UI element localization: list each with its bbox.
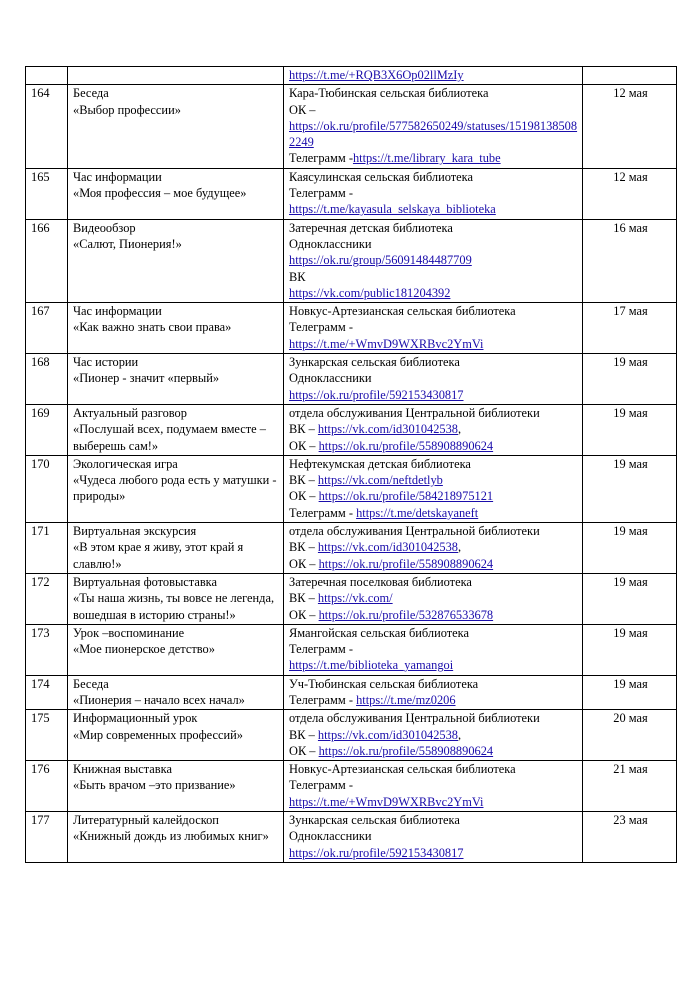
event-title: «Салют, Пионерия!»	[73, 236, 182, 251]
row-number: 175	[26, 710, 68, 761]
event-cell	[68, 404, 284, 455]
venue-text: Одноклассники	[289, 236, 372, 251]
event-date	[583, 67, 677, 85]
venue-text: отдела обслуживания Центральной библиотеки	[289, 711, 540, 726]
row-number: 168	[26, 354, 68, 405]
table-row	[26, 67, 677, 85]
venue-line	[289, 488, 579, 504]
venue-text: Ямангойская сельская библиотека	[289, 625, 470, 640]
venue-text: ОК –	[289, 102, 316, 117]
venue-line	[289, 761, 579, 777]
event-cell	[68, 455, 284, 522]
venue-text: отдела обслуживания Центральной библиотеки	[289, 405, 540, 420]
venue-text: Телеграмм -	[289, 692, 357, 707]
venue-line	[289, 845, 579, 861]
venue-cell	[284, 67, 583, 85]
venue-cell	[284, 523, 583, 574]
venue-text: ВК –	[289, 591, 318, 606]
venue-link[interactable]: https://ok.ru/profile/584218975121	[318, 489, 494, 504]
venue-cell	[284, 168, 583, 219]
table-row	[26, 624, 677, 675]
venue-cell	[284, 219, 583, 302]
table-row	[26, 404, 677, 455]
venue-text: Телеграмм -	[289, 186, 353, 201]
venue-line	[289, 303, 579, 319]
event-cell	[68, 675, 284, 710]
venue-line	[289, 236, 579, 252]
table-row	[26, 710, 677, 761]
event-date: 19 мая	[583, 675, 677, 710]
venue-text: отдела обслуживания Центральной библиотеки	[289, 524, 540, 539]
venue-link-suffix: ,	[458, 540, 462, 555]
venue-link[interactable]: https://t.me/+WmvD9WXRBvc2YmVi	[289, 336, 484, 351]
venue-cell	[284, 85, 583, 168]
venue-line	[289, 118, 579, 151]
venue-link[interactable]: https://ok.ru/profile/592153430817	[289, 387, 464, 402]
venue-link-suffix: ,	[458, 422, 462, 437]
venue-text: Новкус-Артезианская сельская библиотека	[289, 304, 516, 319]
venue-line	[289, 539, 579, 555]
venue-text: ОК –	[289, 489, 319, 504]
event-date: 21 мая	[583, 761, 677, 812]
row-number: 171	[26, 523, 68, 574]
venue-cell	[284, 675, 583, 710]
venue-text: Одноклассники	[289, 371, 372, 386]
event-title: «Ты наша жизнь, ты вовсе не легенда, вошедшая в историю страны!»	[73, 591, 275, 622]
venue-text: Телеграмм -	[289, 151, 353, 166]
event-title: «Чудеса любого рода есть у матушки - природы»	[73, 473, 277, 504]
venue-link[interactable]: https://t.me/library_kara_tube	[352, 151, 501, 166]
event-date: 16 мая	[583, 219, 677, 302]
event-date: 19 мая	[583, 523, 677, 574]
row-number: 170	[26, 455, 68, 522]
venue-line	[289, 421, 579, 437]
event-type: Литературный калейдоскоп	[73, 813, 219, 828]
event-title: «Как важно знать свои права»	[73, 320, 232, 335]
venue-text: Кара-Тюбинская сельская библиотека	[289, 86, 489, 101]
venue-link[interactable]: https://vk.com/id301042538	[317, 422, 459, 437]
event-date: 20 мая	[583, 710, 677, 761]
venue-line	[289, 438, 579, 454]
venue-line	[289, 456, 579, 472]
event-type: Час информации	[73, 304, 162, 319]
event-type: Час истории	[73, 355, 139, 370]
event-cell	[68, 812, 284, 863]
table-row	[26, 812, 677, 863]
event-cell	[68, 303, 284, 354]
venue-text: Каясулинская сельская библиотека	[289, 169, 473, 184]
table-row	[26, 219, 677, 302]
venue-text: Затеречная детская библиотека	[289, 220, 453, 235]
venue-text: ВК	[289, 269, 306, 284]
venue-line	[289, 185, 579, 201]
row-number: 165	[26, 168, 68, 219]
venue-link-suffix: ,	[458, 727, 462, 742]
table-row	[26, 761, 677, 812]
venue-line	[289, 285, 579, 301]
row-number: 176	[26, 761, 68, 812]
venue-text: ВК –	[289, 540, 318, 555]
venue-line	[289, 794, 579, 810]
event-type: Беседа	[73, 86, 109, 101]
venue-line	[289, 710, 579, 726]
venue-link[interactable]: https://t.me/biblioteka_yamangoi	[289, 658, 454, 673]
venue-line	[289, 85, 579, 101]
venue-link[interactable]: https://vk.com/id301042538	[317, 540, 459, 555]
venue-text: ОК –	[289, 607, 319, 622]
event-date: 19 мая	[583, 354, 677, 405]
venue-link[interactable]: https://vk.com/	[317, 591, 393, 606]
table-row	[26, 85, 677, 168]
row-number: 169	[26, 404, 68, 455]
venue-link[interactable]: https://ok.ru/profile/558908890624	[318, 556, 494, 571]
venue-line	[289, 777, 579, 793]
events-table	[25, 66, 677, 863]
event-cell	[68, 85, 284, 168]
row-number: 174	[26, 675, 68, 710]
venue-line	[289, 201, 579, 217]
event-type: Информационный урок	[73, 711, 198, 726]
venue-line	[289, 812, 579, 828]
venue-text: Одноклассники	[289, 829, 372, 844]
venue-line	[289, 102, 579, 118]
event-date: 19 мая	[583, 404, 677, 455]
venue-cell	[284, 303, 583, 354]
event-cell	[68, 168, 284, 219]
venue-line	[289, 169, 579, 185]
venue-cell	[284, 354, 583, 405]
venue-cell	[284, 624, 583, 675]
row-number: 172	[26, 573, 68, 624]
venue-link[interactable]: https://ok.ru/profile/558908890624	[318, 438, 494, 453]
venue-line	[289, 607, 579, 623]
event-type: Виртуальная экскурсия	[73, 524, 197, 539]
venue-line	[289, 354, 579, 370]
event-type: Актуальный разговор	[73, 405, 187, 420]
venue-cell	[284, 404, 583, 455]
venue-line	[289, 336, 579, 352]
table-row	[26, 523, 677, 574]
venue-text: ОК –	[289, 556, 319, 571]
venue-link[interactable]: https://t.me/+RQB3X6Op02llMzIy	[289, 68, 464, 82]
event-cell	[68, 523, 284, 574]
venue-text: ОК –	[289, 743, 319, 758]
venue-line	[289, 220, 579, 236]
venue-link[interactable]: https://t.me/mz0206	[356, 692, 456, 707]
table-row	[26, 354, 677, 405]
venue-text: Телеграмм -	[289, 778, 353, 793]
event-date: 19 мая	[583, 455, 677, 522]
event-date: 23 мая	[583, 812, 677, 863]
venue-line	[289, 692, 579, 708]
event-date: 12 мая	[583, 168, 677, 219]
venue-line	[289, 590, 579, 606]
event-cell	[68, 761, 284, 812]
table-row	[26, 675, 677, 710]
venue-link[interactable]: https://ok.ru/profile/577582650249/statuses/151981385082249	[289, 118, 578, 150]
event-type: Беседа	[73, 676, 109, 691]
venue-line	[289, 828, 579, 844]
event-type: Книжная выставка	[73, 762, 172, 777]
event-cell	[68, 67, 284, 85]
venue-link[interactable]: https://ok.ru/profile/558908890624	[318, 743, 494, 758]
event-cell	[68, 219, 284, 302]
event-type: Урок –воспоминание	[73, 625, 185, 640]
venue-text: Телеграмм -	[289, 320, 353, 335]
venue-link[interactable]: https://ok.ru/profile/592153430817	[289, 845, 464, 860]
row-number	[26, 67, 68, 85]
venue-line	[289, 67, 579, 83]
event-title: «Моя профессия – мое будущее»	[73, 186, 247, 201]
venue-line	[289, 625, 579, 641]
venue-line	[289, 370, 579, 386]
venue-link[interactable]: https://t.me/detskayaneft	[356, 505, 479, 520]
event-type: Виртуальная фотовыставка	[73, 574, 218, 589]
venue-link[interactable]: https://t.me/kayasula_selskaya_biblioteka	[289, 202, 496, 217]
event-title: «В этом крае я живу, этот край я славлю!»	[73, 540, 244, 571]
venue-line	[289, 523, 579, 539]
venue-line	[289, 472, 579, 488]
event-type: Видеообзор	[73, 220, 136, 235]
event-title: «Пионер - значит «первый»	[73, 371, 220, 386]
venue-text: ВК –	[289, 422, 318, 437]
venue-line	[289, 405, 579, 421]
venue-text: Зункарская сельская библиотека	[289, 355, 460, 370]
row-number: 173	[26, 624, 68, 675]
venue-line	[289, 676, 579, 692]
venue-text: Затеречная поселковая библиотека	[289, 574, 472, 589]
venue-line	[289, 574, 579, 590]
event-type: Час информации	[73, 169, 162, 184]
table-row	[26, 168, 677, 219]
venue-text: Телеграмм -	[289, 642, 353, 657]
venue-link[interactable]: https://ok.ru/profile/532876533678	[318, 607, 494, 622]
venue-line	[289, 252, 579, 268]
event-title: «Пионерия – начало всех начал»	[73, 692, 245, 707]
venue-cell	[284, 710, 583, 761]
row-number: 177	[26, 812, 68, 863]
venue-link[interactable]: https://t.me/+WmvD9WXRBvc2YmVi	[289, 794, 484, 809]
event-date: 19 мая	[583, 573, 677, 624]
venue-text: ВК –	[289, 727, 318, 742]
venue-line	[289, 319, 579, 335]
row-number: 167	[26, 303, 68, 354]
table-row	[26, 455, 677, 522]
venue-line	[289, 387, 579, 403]
event-title: «Выбор профессии»	[73, 102, 181, 117]
event-title: «Мир современных профессий»	[73, 727, 243, 742]
event-cell	[68, 573, 284, 624]
venue-text: Уч-Тюбинская сельская библиотека	[289, 676, 479, 691]
venue-line	[289, 505, 579, 521]
venue-line	[289, 743, 579, 759]
venue-link[interactable]: https://vk.com/public181204392	[289, 285, 451, 300]
venue-text: Новкус-Артезианская сельская библиотека	[289, 762, 516, 777]
venue-line	[289, 657, 579, 673]
row-number: 166	[26, 219, 68, 302]
venue-text: Зункарская сельская библиотека	[289, 813, 460, 828]
event-type: Экологическая игра	[73, 456, 178, 471]
event-title: «Книжный дождь из любимых книг»	[73, 829, 269, 844]
event-cell	[68, 354, 284, 405]
event-title: «Послушай всех, подумаем вместе – выберешь сам!»	[73, 422, 266, 453]
venue-cell	[284, 573, 583, 624]
venue-line	[289, 269, 579, 285]
event-cell	[68, 710, 284, 761]
venue-text: ВК –	[289, 473, 318, 488]
event-date: 19 мая	[583, 624, 677, 675]
venue-line	[289, 556, 579, 572]
venue-link[interactable]: https://vk.com/id301042538	[317, 727, 459, 742]
event-date: 12 мая	[583, 85, 677, 168]
venue-text: ОК –	[289, 438, 319, 453]
venue-text: Нефтекумская детская библиотека	[289, 456, 471, 471]
row-number: 164	[26, 85, 68, 168]
venue-line	[289, 727, 579, 743]
event-cell	[68, 624, 284, 675]
venue-text: Телеграмм -	[289, 505, 357, 520]
venue-line	[289, 150, 579, 166]
table-row	[26, 573, 677, 624]
events-table-body	[26, 67, 677, 863]
event-title: «Быть врачом –это призвание»	[73, 778, 236, 793]
event-title: «Мое пионерское детство»	[73, 642, 215, 657]
venue-link[interactable]: https://ok.ru/group/56091484487709	[289, 253, 472, 268]
venue-link[interactable]: https://vk.com/neftdetlyb	[317, 473, 443, 488]
event-date: 17 мая	[583, 303, 677, 354]
venue-line	[289, 641, 579, 657]
venue-cell	[284, 761, 583, 812]
venue-cell	[284, 455, 583, 522]
table-row	[26, 303, 677, 354]
venue-cell	[284, 812, 583, 863]
